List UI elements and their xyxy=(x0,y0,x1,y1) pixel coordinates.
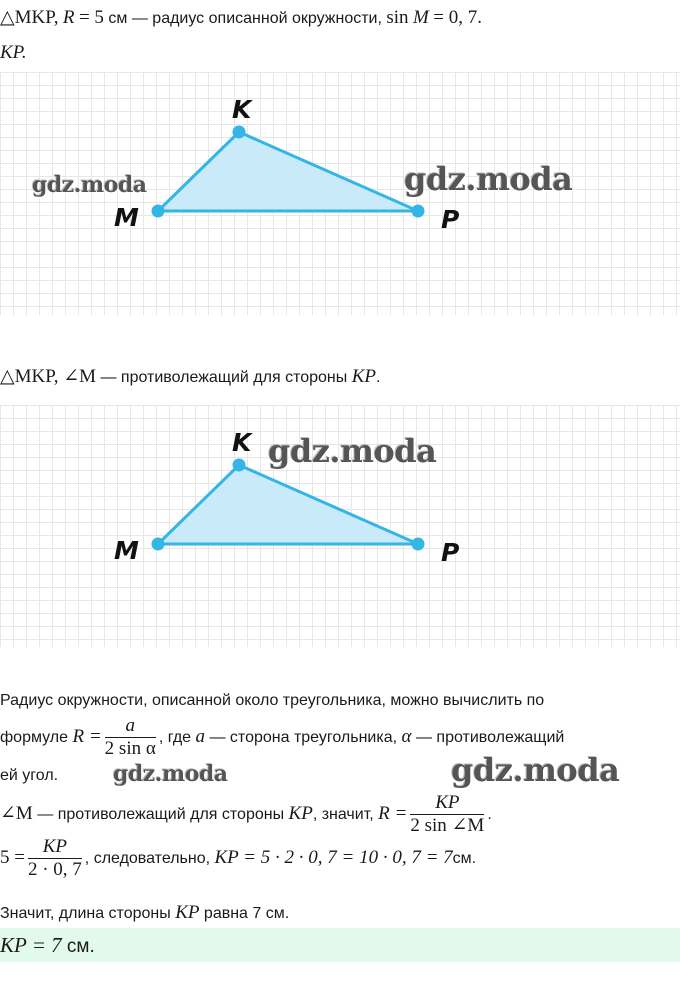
vertex-m-label: M xyxy=(114,203,139,232)
step2-text: — противолежащий для стороны xyxy=(37,806,285,823)
find-target: KP. xyxy=(0,42,27,63)
triangle-symbol: △MKP, xyxy=(0,7,59,28)
step2-numerator: KP xyxy=(410,793,484,815)
var-alpha: α xyxy=(401,726,412,747)
radius-variable: R xyxy=(62,7,75,28)
var-a: a xyxy=(195,726,206,747)
vertex-k-label: K xyxy=(232,428,252,457)
step2-r: R = xyxy=(378,803,408,824)
step3-unit: см. xyxy=(452,850,477,867)
formula-r: R = xyxy=(72,726,102,747)
sin-variable: M xyxy=(413,7,429,28)
step2-side: KP xyxy=(288,803,313,824)
unit-cm: см xyxy=(108,10,128,27)
step3-calc: KP = 5 · 2 · 0, 7 = 10 · 0, 7 = 7 xyxy=(214,847,453,868)
step2-dot: . xyxy=(487,806,492,823)
formula-angle-desc: — противолежащий xyxy=(415,729,565,746)
explanation-text-1: Радиус окружности, описанной около треугольника, можно вычислить по xyxy=(0,692,545,709)
formula-numerator: a xyxy=(105,716,156,738)
vertex-k-label: K xyxy=(232,95,252,124)
problem-text: — радиус описанной окружности, xyxy=(131,10,382,27)
problem-statement xyxy=(0,7,482,30)
conclusion-side: KP xyxy=(175,902,200,923)
triangle-mkp xyxy=(158,132,418,211)
step3-numerator: KP xyxy=(28,837,82,859)
vertex-p-dot xyxy=(412,538,425,551)
answer-unit: см. xyxy=(66,936,95,957)
vertex-k-dot xyxy=(233,126,246,139)
explanation-text-3: ей угол. xyxy=(0,767,59,784)
vertex-m-label: M xyxy=(114,536,139,565)
step1-dot: . xyxy=(376,369,381,386)
step1-side: KP xyxy=(351,366,376,387)
answer-box xyxy=(0,928,680,962)
conclusion-line xyxy=(0,902,289,925)
step3-denominator: 2 · 0, 7 xyxy=(27,859,82,881)
formula-denominator: 2 sin α xyxy=(104,738,156,760)
formula-fraction xyxy=(105,716,156,759)
step3-lhs: 5 = xyxy=(0,847,25,868)
find-line xyxy=(0,42,27,65)
step3-fraction xyxy=(28,837,82,880)
step1-line xyxy=(0,366,380,389)
sin-label: sin xyxy=(386,7,409,28)
formula-side-desc: — сторона треугольника, xyxy=(209,729,398,746)
step3-line xyxy=(0,834,476,883)
step2-text2: , значит, xyxy=(312,806,374,823)
conclusion-prefix: Значит, длина стороны xyxy=(0,905,171,922)
watermark: gdz.moda xyxy=(113,761,228,787)
sin-value: = 0, 7. xyxy=(433,7,483,28)
watermark: gdz.moda xyxy=(404,160,573,198)
step3-text: , следовательно, xyxy=(84,850,211,867)
step2-denominator: 2 sin ∠M xyxy=(410,815,485,837)
formula-where: , где xyxy=(158,729,192,746)
vertex-m-dot xyxy=(152,205,165,218)
answer-line xyxy=(0,934,95,958)
radius-value: = 5 xyxy=(78,7,104,28)
step2-angle: ∠M xyxy=(0,803,33,824)
explanation-line-1 xyxy=(0,690,544,712)
answer-expr: KP = 7 xyxy=(0,933,62,957)
triangle-mkp xyxy=(158,465,418,544)
vertex-p-dot xyxy=(412,205,425,218)
step1-text: — противолежащий для стороны xyxy=(100,369,348,386)
vertex-m-dot xyxy=(152,538,165,551)
formula-label: формуле xyxy=(0,729,69,746)
vertex-p-label: P xyxy=(441,538,460,567)
step2-fraction xyxy=(410,793,484,836)
step2-line xyxy=(0,790,492,839)
watermark: gdz.moda xyxy=(32,172,147,198)
step1-triangle: △MKP, ∠M xyxy=(0,366,97,387)
vertex-p-label: P xyxy=(441,205,460,234)
explanation-line-3 xyxy=(0,765,58,787)
watermark: gdz.moda xyxy=(268,432,437,470)
conclusion-suffix: равна 7 см. xyxy=(203,905,290,922)
vertex-k-dot xyxy=(233,459,246,472)
watermark: gdz.moda xyxy=(451,751,620,789)
